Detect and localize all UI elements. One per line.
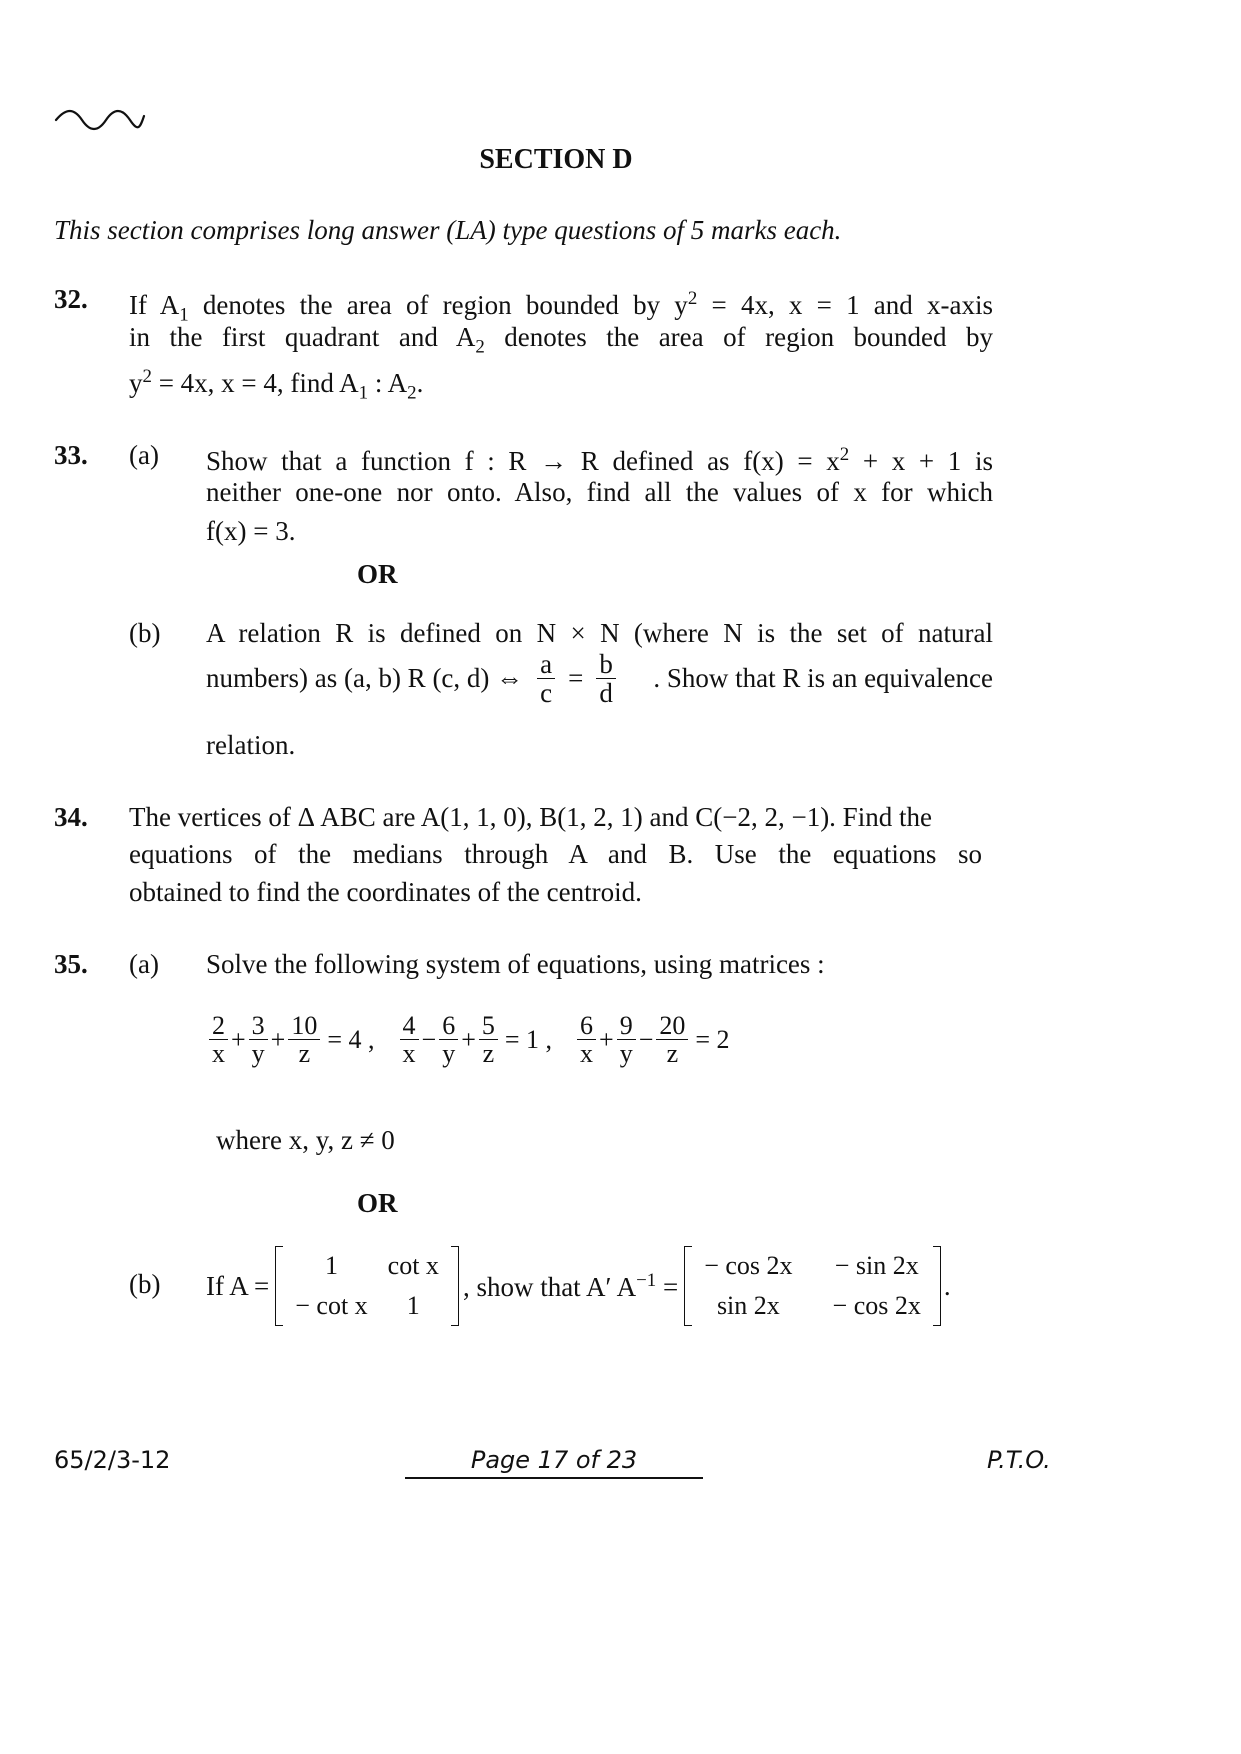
q33b-line-1: A relation R is defined on N × N (where N is the set of natural bbox=[206, 618, 993, 648]
q35a-condition: where x, y, z ≠ 0 bbox=[216, 1125, 395, 1155]
paper-code: 65/2/3-12 bbox=[54, 1446, 171, 1474]
matrix-result: − cos 2x − sin 2x sin 2x − cos 2x bbox=[684, 1246, 941, 1326]
fraction-b-over-d: $\frac{b}{d}$ bbox=[596, 650, 616, 708]
equation-system bbox=[206, 1012, 730, 1068]
question-number-34: 34. bbox=[54, 802, 88, 832]
q32-line-3: $y^2 = 4x$, x = 4, find $A_1$ : $A_2$. bbox=[129, 366, 424, 404]
q35b-end: . bbox=[943, 1270, 951, 1301]
q33a-line-1: Show that a function f : R → R defined as $f(x) = x^2 + x + 1$ is bbox=[206, 444, 993, 476]
q35b-statement bbox=[206, 1246, 951, 1326]
matrix-a: 1 cot x − cot x 1 bbox=[275, 1246, 459, 1326]
q33a-line-3: f(x) = 3. bbox=[206, 516, 296, 546]
q32-line-1: If $A_1$ denotes the area of region bounded by $y^2 = 4x$, x = 1 and x-axis bbox=[129, 288, 993, 326]
q35a-text: Solve the following system of equations, using matrices : bbox=[206, 949, 825, 979]
fraction-a-over-c: $\frac{a}{c}$ bbox=[537, 650, 555, 708]
q33b-text-end: . Show that R is an equivalence bbox=[653, 663, 993, 694]
q33b-text: numbers) as (a, b) R (c, d) ⇔ bbox=[206, 663, 524, 694]
pto-label: P.T.O. bbox=[987, 1446, 1051, 1474]
q35-or: OR bbox=[357, 1188, 398, 1218]
q34-line-1: The vertices of Δ ABC are A(1, 1, 0), B(1, 2, 1) and C(−2, 2, −1). Find the bbox=[129, 802, 932, 832]
q34-line-3: obtained to find the coordinates of the centroid. bbox=[129, 877, 642, 907]
question-number-32: 32. bbox=[54, 284, 88, 314]
section-title: SECTION D bbox=[479, 144, 633, 175]
q33b-line-3: relation. bbox=[206, 730, 296, 760]
q33-or: OR bbox=[357, 559, 398, 589]
q33a-line-2: neither one-one nor onto. Also, find all the values of x for which bbox=[206, 477, 993, 507]
equals-sign: = bbox=[568, 663, 584, 694]
q35b-middle-text: , show that A′ $A^{-1}$ = bbox=[462, 1269, 679, 1302]
q33b-line-2 bbox=[206, 650, 993, 708]
q35b-if-text: If A = bbox=[206, 1270, 270, 1301]
q32-line-2: in the first quadrant and $A_2$ denotes the area of region bounded by bbox=[129, 322, 994, 358]
question-number-35: 35. bbox=[54, 949, 88, 979]
question-number-33: 33. bbox=[54, 440, 88, 470]
q33-part-a-label: (a) bbox=[129, 440, 159, 470]
page-number-underline bbox=[405, 1477, 703, 1479]
q35-part-a-label: (a) bbox=[129, 949, 159, 979]
equation-1: $\frac{2}{x}$ + $\frac{3}{y}$ + $\frac{10}{z}$ = 4 , bbox=[206, 1012, 375, 1068]
section-intro: This section comprises long answer (LA) type questions of 5 marks each. bbox=[54, 215, 842, 245]
wavy-line-icon bbox=[52, 104, 148, 132]
equation-2: $\frac{4}{x}$ − $\frac{6}{y}$ + $\frac{5}{z}$ = 1 , bbox=[397, 1012, 553, 1068]
q33-part-b-label: (b) bbox=[129, 618, 161, 648]
equation-3: $\frac{6}{x}$ + $\frac{9}{y}$ − $\frac{20}{z}$ = 2 bbox=[574, 1012, 730, 1068]
q34-line-2: equations of the medians through A and B. Use the equations so bbox=[129, 839, 982, 869]
page-number: Page 17 of 23 bbox=[470, 1446, 638, 1474]
q35-part-b-label: (b) bbox=[129, 1269, 161, 1299]
